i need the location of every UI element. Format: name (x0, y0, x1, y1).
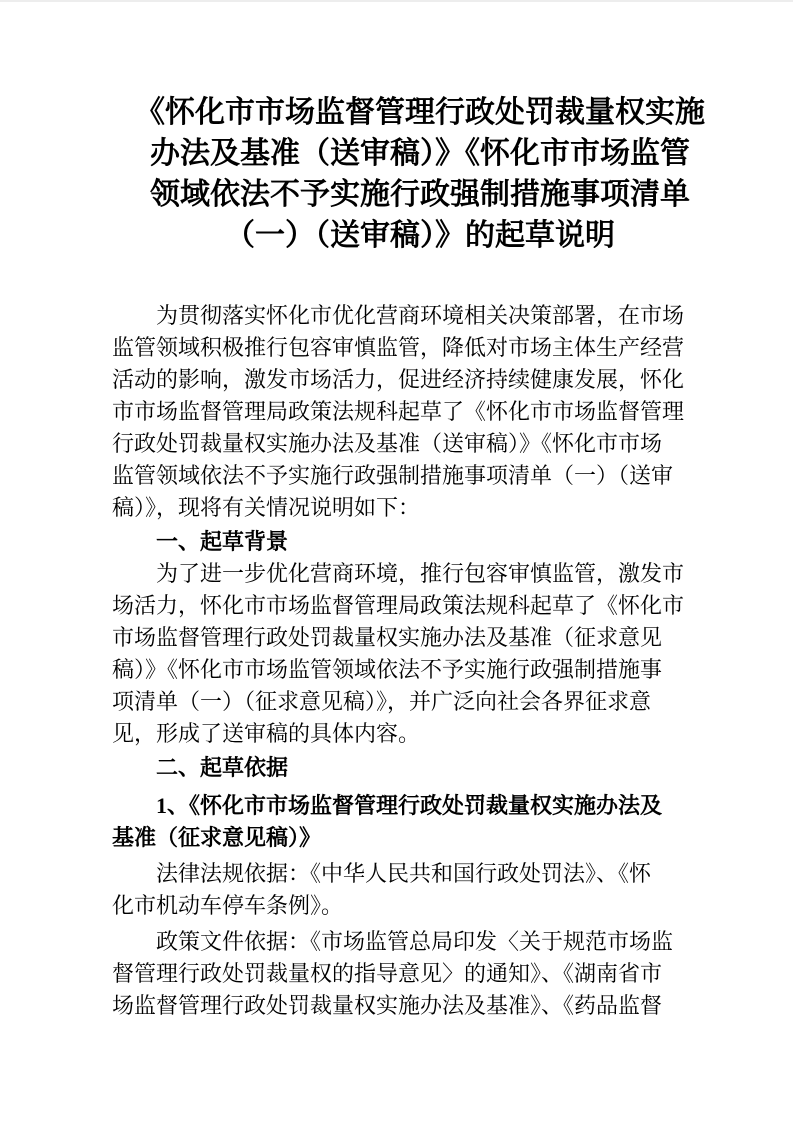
document-title (112, 92, 728, 256)
text-line: 为了进一步优化营商环境，推行包容审慎监管，激发市 (156, 561, 685, 586)
text-line: 1、《怀化市市场监督管理行政处罚裁量权实施办法及 (156, 793, 663, 818)
text-line: 基准（征求意见稿）》 (112, 825, 322, 850)
section-heading-background: 一、起草背景 (156, 529, 289, 554)
text-line: 市市场监督管理局政策法规科起草了《怀化市市场监督管理 (112, 399, 685, 424)
text-line: 行政处罚裁量权实施办法及基准（送审稿）》《怀化市市场 (112, 431, 663, 456)
paragraph-legal-basis (112, 858, 688, 922)
text-line: 监管领域积极推行包容审慎监管，降低对市场主体生产经营 (112, 335, 685, 360)
title-line: （一）（送审稿）》的起草说明 (225, 219, 615, 252)
text-line: 稿）》《怀化市市场监管领域依法不予实施行政强制措施事 (112, 657, 663, 682)
text-line: 市场监督管理行政处罚裁量权实施办法及基准（征求意见 (112, 625, 663, 650)
page-top-edge (0, 0, 793, 2)
text-line: 化市机动车停车条例》。 (112, 893, 344, 918)
document-body (112, 300, 688, 1022)
text-line: 法律法规依据：《中华人民共和国行政处罚法》、《怀 (156, 861, 652, 886)
paragraph-policy-basis (112, 926, 688, 1022)
text-line: 见，形成了送审稿的具体内容。 (112, 721, 421, 746)
title-line: 办法及基准（送审稿）》《怀化市市场监管 (150, 137, 690, 170)
text-line: 政策文件依据：《市场监管总局印发〈关于规范市场监 (156, 929, 674, 954)
basis-item1-title (112, 790, 688, 854)
paragraph-intro (112, 300, 688, 524)
text-line: 督管理行政处罚裁量权的指导意见〉的通知》、《湖南省市 (112, 961, 663, 986)
title-line: 领域依法不予实施行政强制措施事项清单 (150, 178, 690, 211)
section-heading-basis: 二、起草依据 (156, 755, 289, 780)
text-line: 为贯彻落实怀化市优化营商环境相关决策部署，在市场 (156, 303, 685, 328)
text-line: 活动的影响，激发市场活力，促进经济持续健康发展，怀化 (112, 367, 685, 392)
text-line: 场监督管理行政处罚裁量权实施办法及基准》、《药品监督 (112, 993, 663, 1018)
title-line: 《怀化市市场监督管理行政处罚裁量权实施 (135, 96, 705, 129)
text-line: 监管领域依法不予实施行政强制措施事项清单（一）（送审 (112, 463, 674, 488)
text-line: 项清单（一）（征求意见稿）》，并广泛向社会各界征求意 (112, 689, 652, 714)
paragraph-background (112, 558, 688, 750)
text-line: 场活力，怀化市市场监督管理局政策法规科起草了《怀化市 (112, 593, 685, 618)
text-line: 稿）》，现将有关情况说明如下： (112, 495, 421, 520)
